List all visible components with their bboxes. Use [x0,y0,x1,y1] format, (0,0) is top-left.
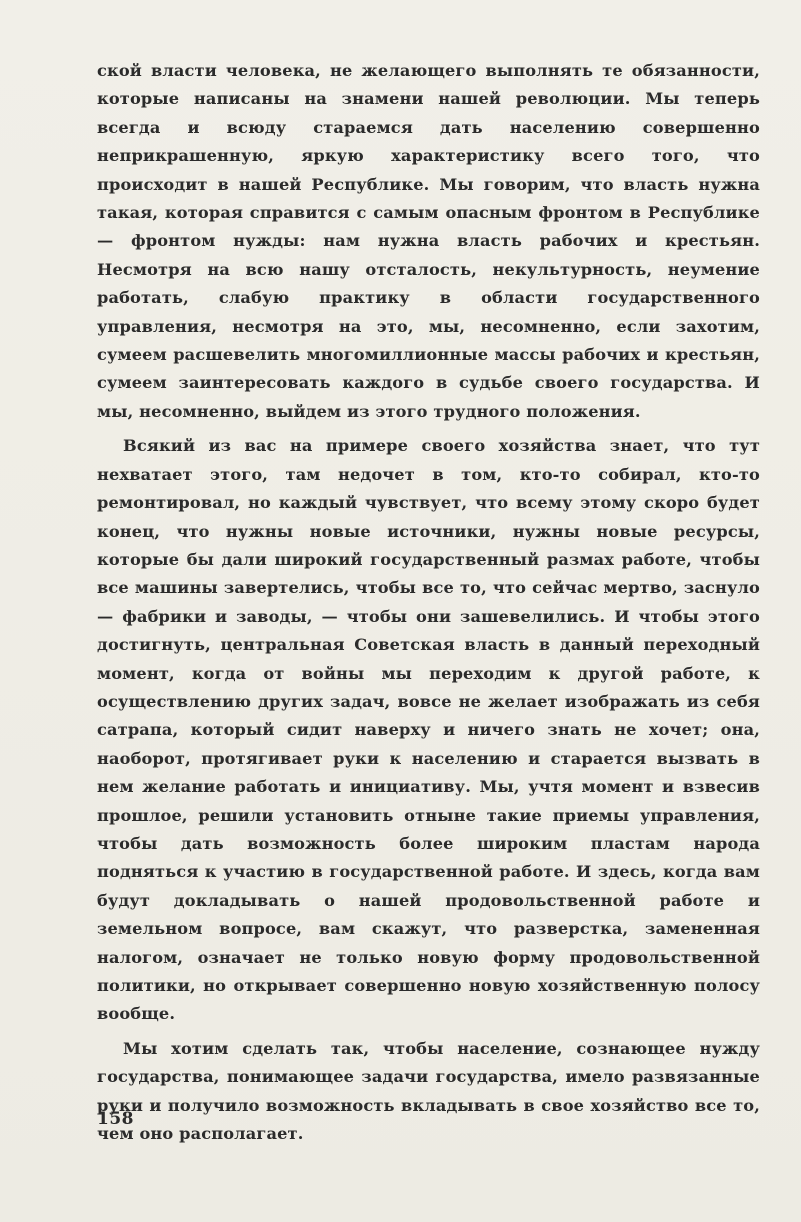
paragraph-3: Мы хотим сделать так, чтобы население, сознающее нужду государства, понимающее задачи государства, имело развязанные руки и получило возможность вкладывать в свое хозяйство все то, чем оно располагает. [97,1038,760,1144]
text-body [97,57,760,1154]
paragraph-1: ской власти человека, не желающего выполнять те обязанности, которые написаны на знамени нашей революции. Мы теперь всегда и всюду стараемся дать населению совершенно неприкрашенную, яркую характеристику всего того, что происходит в нашей Республике. Мы говорим, что власть нужна такая, которая справится с самым опасным фронтом в Республике — фронтом нужды: нам нужна власть рабочих и крестьян. Несмотря на всю нашу отсталость, некультурность, неумение работать, слабую практику в области государственного управления, несмотря на это, мы, несомненно, если захотим, сумеем расшевелить многомиллионные массы рабочих и крестьян, сумеем заинтересовать каждого в судьбе своего государства. И мы, несомненно, выйдем из этого трудного положения. [97,61,760,421]
page-number: 158 [97,1109,134,1129]
paragraph-2: Всякий из вас на примере своего хозяйства знает, что тут нехватает этого, там недочет в том, кто-то собирал, кто-то ремонтировал, но каждый чувствует, что всему этому скоро будет конец, что нужны новые источники, нужны новые ресурсы, которые бы дали широкий государственный размах работе, чтобы все машины завертелись, чтобы все то, что сейчас мертво, заснуло — фабрики и заводы, — чтобы они зашевелились. И чтобы этого достигнуть, центральная Советская власть в данный переходный момент, когда от войны мы переходим к другой работе, к осуществлению других задач, вовсе не желает изображать из себя сатрапа, который сидит наверху и ничего знать не хочет; она, наоборот, протягивает руки к населению и старается вызвать в нем желание работать и инициативу. Мы, учтя момент и взвесив прошлое, решили установить отныне такие приемы управления, чтобы дать возможность более широким пластам народа подняться к участию в государственной работе. И здесь, когда вам будут докладывать о нашей продовольственной работе и земельном вопросе, вам скажут, что разверстка, замененная налогом, означает не только новую форму продовольственной политики, но открывает совершенно новую хозяйственную полосу вообще. [97,436,760,1024]
